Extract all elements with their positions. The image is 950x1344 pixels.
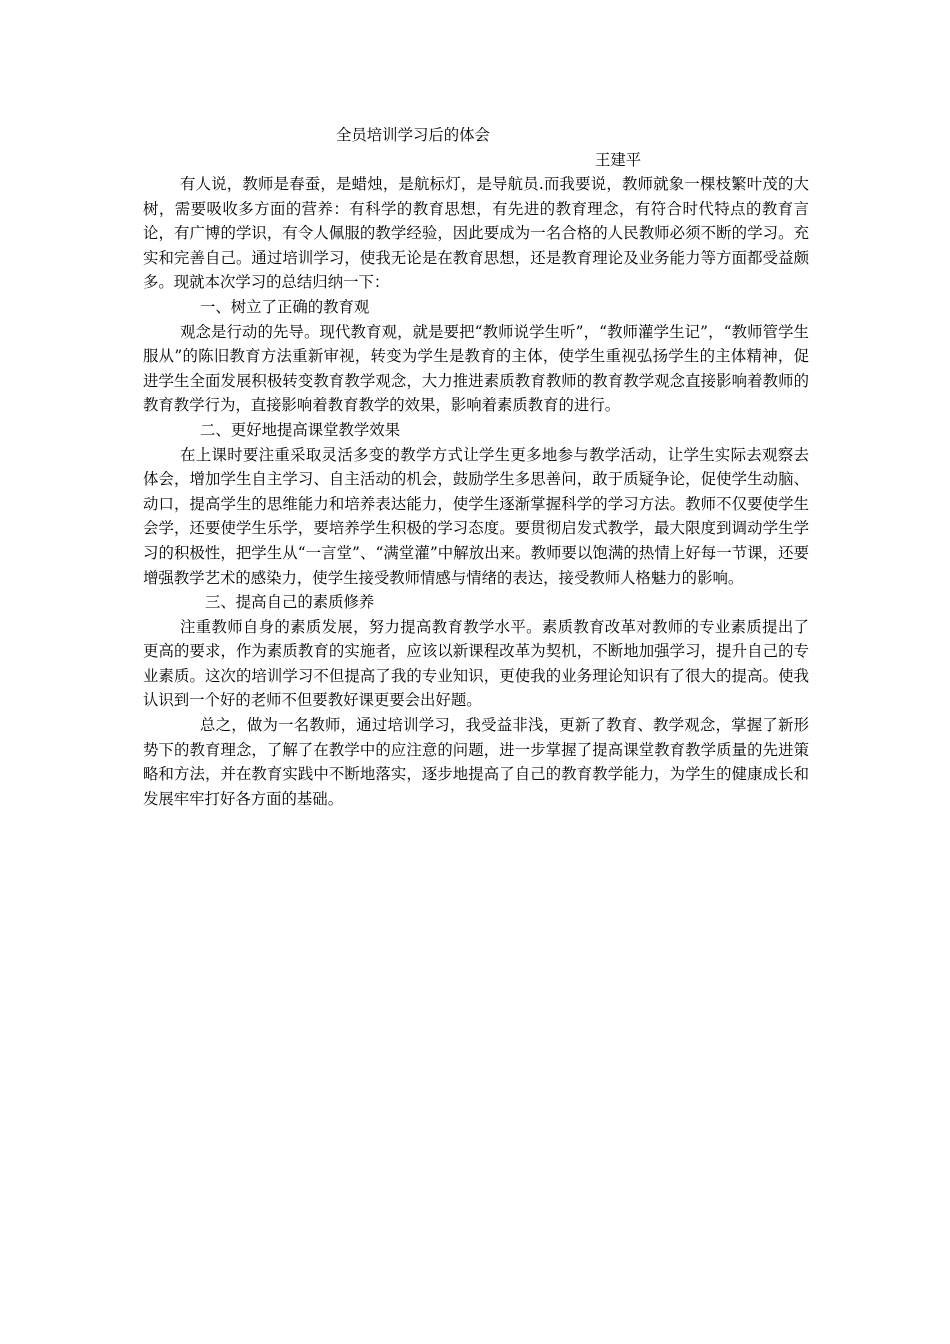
- author-name: 王建平: [595, 151, 642, 169]
- document-body: [143, 122, 809, 811]
- conclusion-paragraph: 总之，做为一名教师，通过培训学习，我受益非浅，更新了教育、教学观念，掌握了新形势下的教育理念，了解了在教学中的应注意的问题，进一步掌握了提高课堂教育教学质量的先进策略和方法，并在教育实践中不断地落实，逐步地提高了自己的教育教学能力，为学生的健康成长和发展牢牢打好各方面的基础。: [143, 716, 809, 808]
- intro-paragraph: 有人说，教师是春蚕，是蜡烛，是航标灯，是导航员.而我要说，教师就象一棵枝繁叶茂的大树，需要吸收多方面的营养：有科学的教育思想，有先进的教育理念，有符合时代特点的教育言论，有广博的学识，有令人佩服的教学经验，因此要成为一名合格的人民教师必须不断的学习。充实和完善自己。通过培训学习，使我无论是在教育思想，还是教育理论及业务能力等方面都受益颇多。现就本次学习的总结归纳一下：: [143, 175, 809, 292]
- section-heading-3: 三、提高自己的素质修养: [205, 593, 375, 612]
- section-body-3: 注重教师自身的素质发展，努力提高教育教学水平。素质教育改革对教师的专业素质提出了更高的要求，作为素质教育的实施者，应该以新课程改革为契机，不断地加强学习，提升自己的专业素质。这次的培训学习不但提高了我的专业知识，更使我的业务理论知识有了很大的提高。使我认识到一个好的老师不但要教好课更要会出好题。: [143, 617, 809, 710]
- section-heading-2: 二、更好地提高课堂教学效果: [200, 420, 401, 439]
- document-title: 全员培训学习后的体会: [336, 126, 490, 144]
- section-heading-1: 一、树立了正确的教育观: [200, 297, 370, 316]
- section-body-1: 观念是行动的先导。现代教育观，就是要把“教师说学生听”，“教师灌学生记”，“教师管学生服从”的陈旧教育方法重新审视，转变为学生是教育的主体，使学生重视弘扬学生的主体精神，促进学生全面发展积极转变教育教学观念，大力推进素质教育教师的教育教学观念直接影响着教师的教育教学行为，直接影响着教育教学的效果，影响着素质教育的进行。: [143, 322, 809, 415]
- section-body-2: 在上课时要注重采取灵活多变的教学方式让学生更多地参与教学活动，让学生实际去观察去体会，增加学生自主学习、自主活动的机会，鼓励学生多思善问，敢于质疑争论，促使学生动脑、动口，提高学生的思维能力和培养表达能力，使学生逐渐掌握科学的学习方法。教师不仅要使学生会学，还要使学生乐学，要培养学生积极的学习态度。要贯彻启发式教学，最大限度到调动学生学习的积极性，把学生从“一言堂”、“满堂灌”中解放出来。教师要以饱满的热情上好每一节课，还要增强教学艺术的感染力，使学生接受教师情感与情绪的表达，接受教师人格魅力的影响。: [143, 445, 809, 587]
